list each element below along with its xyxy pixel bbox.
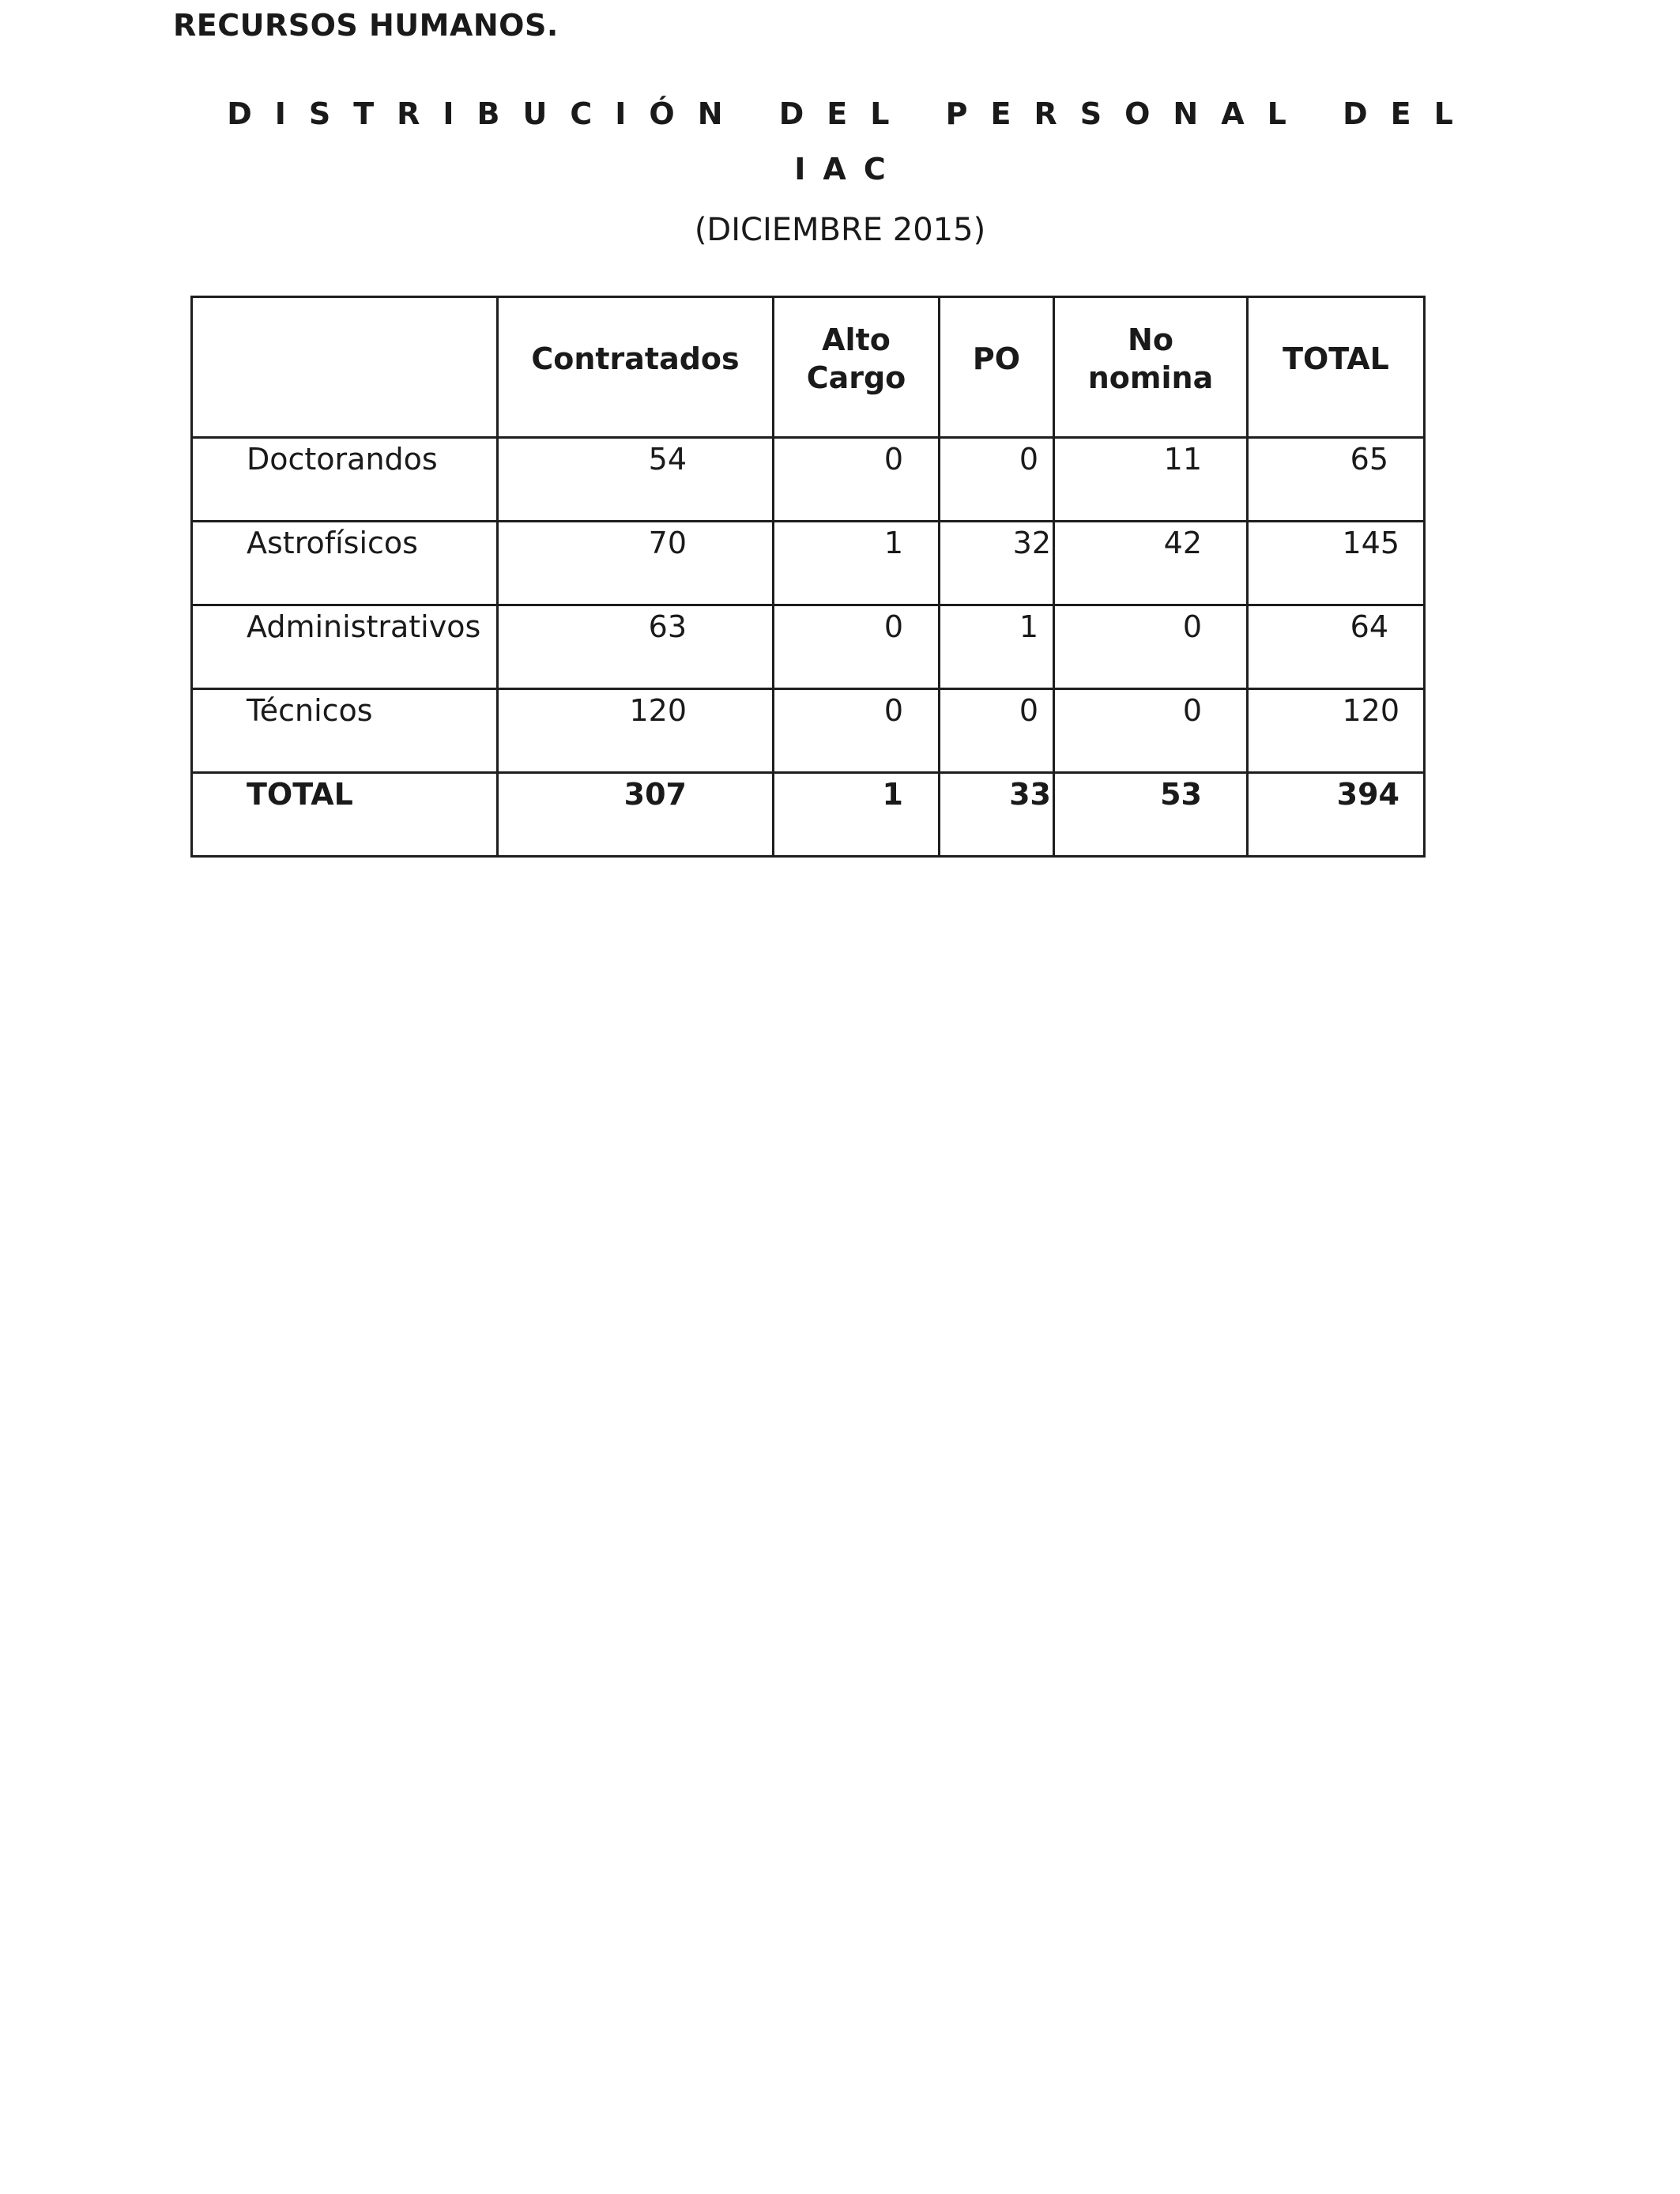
cell-no-nomina: 0 — [1054, 605, 1248, 689]
row-label: Técnicos — [192, 689, 498, 773]
cell-no-nomina: 42 — [1054, 522, 1248, 605]
table-total-row — [192, 773, 1425, 857]
row-label: Administrativos — [192, 605, 498, 689]
cell-contratados: 70 — [498, 522, 774, 605]
cell-alto-cargo-total: 1 — [774, 773, 940, 857]
header-empty — [192, 297, 498, 438]
cell-po-total: 33 — [940, 773, 1054, 857]
cell-no-nomina: 11 — [1054, 438, 1248, 522]
cell-contratados: 120 — [498, 689, 774, 773]
section-heading: RECURSOS HUMANOS. — [173, 8, 559, 43]
cell-po: 1 — [940, 605, 1054, 689]
cell-alto-cargo: 0 — [774, 605, 940, 689]
cell-contratados-total: 307 — [498, 773, 774, 857]
cell-total: 120 — [1248, 689, 1425, 773]
cell-no-nomina: 0 — [1054, 689, 1248, 773]
table-header-row — [192, 297, 1425, 438]
document-subtitle: (DICIEMBRE 2015) — [694, 212, 986, 248]
cell-po: 0 — [940, 689, 1054, 773]
header-total: TOTAL — [1248, 297, 1425, 438]
cell-alto-cargo: 0 — [774, 689, 940, 773]
header-contratados: Contratados — [498, 297, 774, 438]
table-row — [192, 689, 1425, 773]
cell-po: 0 — [940, 438, 1054, 522]
table-row — [192, 438, 1425, 522]
cell-po: 32 — [940, 522, 1054, 605]
table-row — [192, 522, 1425, 605]
cell-total: 65 — [1248, 438, 1425, 522]
cell-alto-cargo: 1 — [774, 522, 940, 605]
cell-grand-total: 394 — [1248, 773, 1425, 857]
header-no-nomina: No nomina — [1054, 297, 1248, 438]
cell-total: 145 — [1248, 522, 1425, 605]
cell-contratados: 54 — [498, 438, 774, 522]
cell-contratados: 63 — [498, 605, 774, 689]
row-label-total: TOTAL — [192, 773, 498, 857]
header-po: PO — [940, 297, 1054, 438]
staff-distribution-table — [190, 296, 1426, 858]
table-row — [192, 605, 1425, 689]
cell-no-nomina-total: 53 — [1054, 773, 1248, 857]
document-title-line-1: DISTRIBUCIÓN DEL PERSONAL DEL — [227, 96, 1476, 131]
header-alto-cargo: Alto Cargo — [774, 297, 940, 438]
row-label: Doctorandos — [192, 438, 498, 522]
cell-alto-cargo: 0 — [774, 438, 940, 522]
document-title-line-2: IAC — [794, 152, 903, 187]
row-label: Astrofísicos — [192, 522, 498, 605]
cell-total: 64 — [1248, 605, 1425, 689]
